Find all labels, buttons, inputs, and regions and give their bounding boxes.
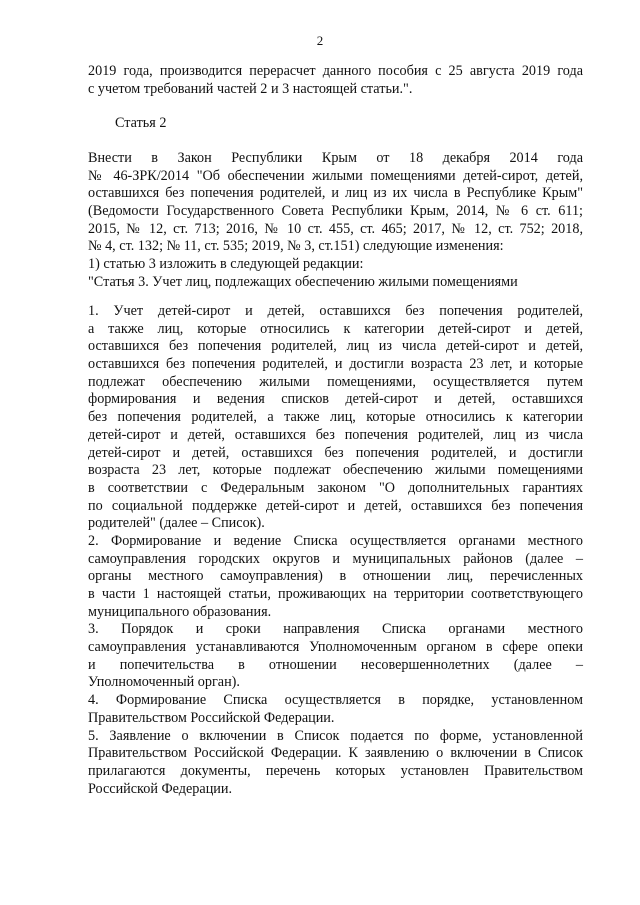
text-line: 5. Заявление о включении в Список подается по форме, установленной: [88, 727, 583, 744]
text-line: прилагаются документы, перечень которых установлен Правительством: [88, 762, 583, 779]
text-line: 3. Порядок и сроки направления Списка органами местного: [88, 621, 583, 638]
intro-paragraph: [88, 63, 583, 98]
text-line: самоуправления городских округов и муниципальных районов (далее –: [88, 550, 583, 567]
text-line: 2019 года, производится перерасчет данного пособия с 25 августа 2019 года: [88, 63, 583, 79]
text-line: Уполномоченный орган).: [88, 674, 240, 691]
text-line: оставшихся без попечения родителей, лиц из числа детей-сирот и детей,: [88, 338, 583, 355]
text-line: без попечения родителей, а также лиц, которые относились к категории: [88, 409, 583, 426]
text-line: родителей" (далее – Список).: [88, 515, 265, 532]
text-line: Правительством Российской Федерации.: [88, 709, 335, 726]
text-line: № 4, ст. 132; № 11, ст. 535; 2019, № 3, ст.151) следующие изменения:: [88, 238, 504, 255]
article-heading: Статья 2: [115, 115, 167, 131]
text-line: оставшихся без попечения родителей, и лиц из их числа в Республике Крым": [88, 185, 583, 202]
text-line: в соответствии с Федеральным законом "О дополнительных гарантиях: [88, 479, 583, 496]
article-body: [88, 303, 583, 798]
text-line: формирования и ведения списков детей-сирот и детей, оставшихся: [88, 391, 583, 408]
page-number: 2: [316, 33, 324, 48]
text-line: и попечительства в отношении несовершеннолетних (далее –: [88, 656, 583, 673]
text-line: Внести в Закон Республики Крым от 18 декабря 2014 года: [88, 150, 583, 166]
text-line: с учетом требований частей 2 и 3 настоящей статьи.".: [88, 80, 413, 97]
text-line: детей-сирот и детей, оставшихся без попечения родителей, и достигли: [88, 444, 583, 461]
text-line: 2. Формирование и ведение Списка осуществляется органами местного: [88, 532, 583, 549]
text-line: по социальной поддержке детей-сирот и детей, оставшихся без попечения: [88, 497, 583, 514]
text-line: возраста 23 лет, которые подлежат обеспечению жилыми помещениями: [88, 462, 583, 479]
text-line: (Ведомости Государственного Совета Республики Крым, 2014, № 6 ст. 611;: [88, 203, 583, 220]
text-line: Правительством Российской Федерации. К заявлению о включении в Список: [88, 745, 583, 762]
article-intro: [88, 150, 583, 292]
text-line: "Статья 3. Учет лиц, подлежащих обеспечению жилыми помещениями: [88, 273, 518, 290]
text-line: 2015, № 12, ст. 713; 2016, № 10 ст. 455, ст. 465; 2017, № 12, ст. 752; 2018,: [88, 220, 583, 237]
text-line: в части 1 настоящей статьи, проживающих на территории соответствующего: [88, 586, 583, 602]
text-line: оставшихся без попечения родителей, и достигли возраста 23 лет, и которые: [88, 356, 583, 373]
text-line: детей-сирот и детей, оставшихся без попечения родителей, лиц из числа: [88, 426, 583, 443]
text-line: 4. Формирование Списка осуществляется в порядке, установленном: [88, 692, 583, 709]
text-line: № 46-ЗРК/2014 "Об обеспечении жилыми помещениями детей-сирот, детей,: [88, 167, 583, 184]
text-line: а также лиц, которые относились к категории детей-сирот и детей,: [88, 320, 583, 337]
text-line: самоуправления устанавливаются Уполномоченным органом в сфере опеки: [88, 639, 583, 656]
text-line: подлежат обеспечению жилыми помещениями, осуществляется путем: [88, 373, 583, 390]
text-line: органы местного самоуправления) в отношении лиц, перечисленных: [88, 568, 583, 585]
text-line: 1) статью 3 изложить в следующей редакции:: [88, 256, 364, 273]
text-line: 1. Учет детей-сирот и детей, оставшихся без попечения родителей,: [88, 303, 583, 319]
text-line: муниципального образования.: [88, 603, 272, 620]
text-line: Российской Федерации.: [88, 780, 233, 797]
